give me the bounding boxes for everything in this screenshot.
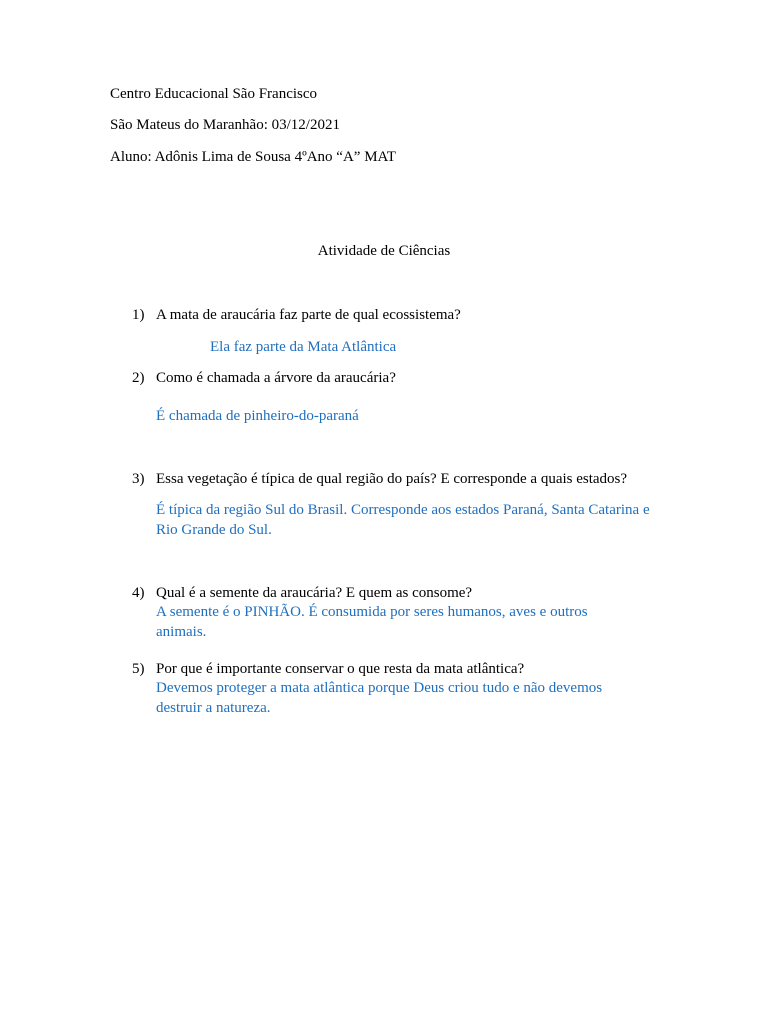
page-title: Atividade de Ciências	[317, 243, 451, 259]
answer-text: É chamada de pinheiro-do-paraná	[156, 408, 359, 424]
answer-text: A semente é o PINHÃO. É consumida por seres humanos, aves e outros animais.	[156, 604, 588, 640]
school-name: Centro Educacional São Francisco	[110, 86, 318, 102]
location-date: São Mateus do Maranhão: 03/12/2021	[110, 117, 340, 133]
question-text: Por que é importante conservar o que resta da mata atlântica?	[156, 661, 525, 677]
question-number: 2)	[132, 370, 145, 386]
question-text: Qual é a semente da araucária? E quem as consome?	[156, 585, 473, 601]
student-info: Aluno: Adônis Lima de Sousa 4ºAno “A” MAT	[110, 149, 396, 165]
question-number: 5)	[132, 661, 145, 677]
question-number: 1)	[132, 307, 145, 323]
answer-text: Devemos proteger a mata atlântica porque Deus criou tudo e não devemos destruir a natureza.	[156, 680, 603, 716]
answer-text: É típica da região Sul do Brasil. Corresponde aos estados Paraná, Santa Catarina e Rio Grande do Sul.	[156, 502, 650, 538]
question-text: Como é chamada a árvore da araucária?	[156, 370, 396, 386]
answer-text: Ela faz parte da Mata Atlântica	[210, 339, 397, 355]
question-text: A mata de araucária faz parte de qual ecossistema?	[156, 307, 461, 323]
question-number: 4)	[132, 585, 145, 601]
question-number: 3)	[132, 471, 145, 487]
question-text: Essa vegetação é típica de qual região do país? E corresponde a quais estados?	[156, 471, 628, 487]
